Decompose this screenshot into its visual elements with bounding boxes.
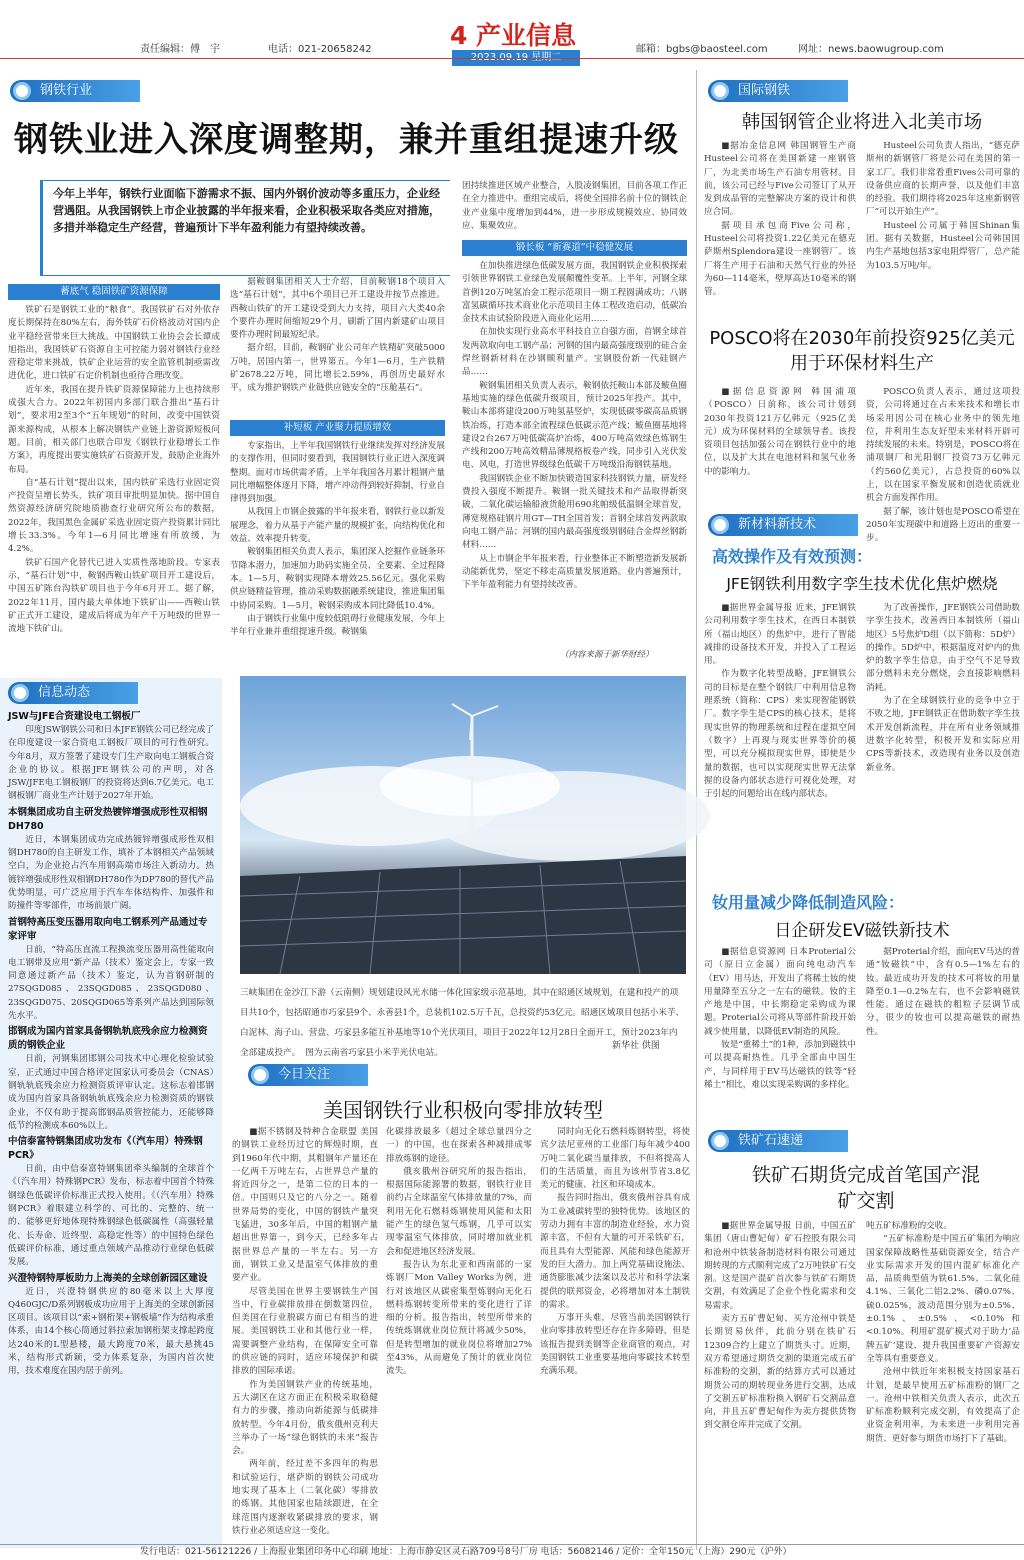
col1-para: 自“基石计划”提出以来，国内铁矿采选行业固定资产投资呈增长势头，铁矿项目审批明显加快。据中国自然资源经济研究院地质勘查行业研究所公布的数据，2022年，我国黑色金属矿采选业固定资产投资累计同比增长33.3%。今年1—6月同比增速有所放缓，为4.2%。 <box>8 477 220 555</box>
focus-colB <box>386 1126 532 1540</box>
col3-para: 鞍钢集团相关负责人表示，鞍钢依托鞍山本部及鲅鱼圈基地实施的绿色低碳升级项目，预计2025年投产。其中，鞍山本部将建设200万吨氢基竖炉，实现低碳零碳高品质钢铁冶炼，打造本部全流程绿色低碳示范产线；鲅鱼圈基地将建设2台267万吨低碳高炉冶炼，400万吨高效绿色炼钢生产线和200万吨高效精品薄规格板卷产线，同步引入光伏发电、风电，打造世界级绿色低碳千万吨级沿海钢铁基地。 <box>462 380 687 471</box>
ore-para: ■据世界金属导报 日前，中国五矿集团（唐山曹妃甸）矿石控股有限公司和沧州中铁装备制造材料有限公司通过期转现的方式顺利完成了2万吨铁矿石交割。这是国产混矿首次参与铁矿石期货交割，有效满足了企业个性化需求和交易需求。 <box>704 1221 856 1311</box>
col1-para: 近年来，我国在提升铁矿资源保障能力上也持续形成强大合力。2022年初国内多部门联合推出“基石计划”，要求用2至3个“五年规划”的时间，改变中国铁资源来源构成，从根本上解决钢铁产业链上游资源短板问题。目前，相关部门也联合印发《钢铁行业稳增长工作方案》，再度提出要实施铁矿石资源开发，鼓励企业海外布局。 <box>8 384 220 475</box>
focus-para: 报告认为东北亚和西南部的一家炼钢厂Mon Valley Works为例，进行对该地区从碳密集型炼钢向无化石燃料炼钢转变所带来的变化进行了详细的分析。报告指出，转型所带来的传统炼钢就业岗位预计将减少50%，但是转型增加的就业岗位将增加27%至43%，从而避免了预计的就业岗位流失。 <box>386 1259 532 1377</box>
col2-para: 从我国上市钢企披露的半年报来看，钢铁行业以新发展理念，着力从基于产能产量的规模扩张，向结构优化和效益、效率提升转变。 <box>230 507 445 545</box>
news-title: JSW与JFE合资建设电工钢板厂 <box>8 711 141 722</box>
col2b <box>230 440 445 668</box>
footer-rule <box>0 1544 1024 1545</box>
phone-label: 电话：021-20658242 <box>268 44 372 55</box>
photo-illustration <box>240 676 686 974</box>
news-body: 日前，河钢集团邯钢公司技术中心理化检验试验室，正式通过中国合格评定国家认可委员会（CNAS）钢轨轨底残余应力检测资质评审认定。这标志着邯钢成为国内首家具备钢轨轨底残余应力检测资质的钢铁企业，不仅有助于提高邯钢品质管控能力，还能够降低节约检测成本60%以上。 <box>8 1054 214 1131</box>
col2-para: 据鞍钢集团相关人士介绍，目前鞍钢18个项目入选“基石计划”，其中6个项目已开工建设并按节点推进。西鞍山铁矿的开工建设受到大力支持，项目六大类40余个要件办理时间缩短29个月，刷新了国内新建矿山项目要件办理时间最短纪录。 <box>230 277 445 341</box>
intl-para: 据了解，该计划也是POSCO希望在2050年实现碳中和道路上迈出的重要一步。 <box>866 506 1020 544</box>
col2-para: 鞍钢集团相关负责人表示，集团深入挖掘作业链条环节降本潜力，加速加力助码实施全员、全要素、全过程降本。1—5月，鞍钢实现降本增效25.56亿元。强化采购供应链精益管理，推动采购数据融系统建设，推进集团集中协同采购。1—5月，鞍钢采购成本同比降低10.4%。 <box>230 547 445 611</box>
subhead-2: 补短板 产业聚力提质增效 <box>230 420 445 436</box>
section-tag-steel: 钢铁行业 <box>10 80 140 102</box>
lead-text: 今年上半年，钢铁行业面临下游需求不振、国内外钢价波动等多重压力，企业经营遇阻。从我国钢铁上市企业披露的半年报来看，企业积极采取各类应对措施，多措并举稳定生产经营，普遍预计下半年盈利能力有望持续改善。 <box>53 187 440 234</box>
col3-para: 从上市钢企半年报来看，行业整体正不断塑造新发展新动能新优势，坚定不移走高质量发展道路。业内普遍预计，下半年盈利能力有望持续改善。 <box>462 553 687 591</box>
section-tag-focus: 今日关注 <box>248 1064 368 1086</box>
intl-para: Husteel公司负责人指出，“德克萨斯州的新钢管厂将是公司在美国的第一家工厂。我们非常看重Fives公司可靠的设备供应商的长期声誉，以及他们丰富的经验。我们期待将2025年这座新钢管厂“可以开始生产”。 <box>866 141 1020 218</box>
col2-para: 专家指出，上半年我国钢铁行业继续发挥对经济发展的支撑作用，但同时要看到，我国钢铁行业正进入深度调整期。面对市场供需矛盾，上半年我国各月累计粗钢产量同比增幅整体逐月下降，增产冲动得到较好抑制，行业自律得到加强。 <box>230 441 445 505</box>
col3-para: 团持续推进区域产业整合，入股凌钢集团，目前各项工作正在全力推进中。重组完成后，将使全国排名前十位的钢铁企业产业集中度增加到44%，进一步形成规模效应、协同效应、集聚效应。 <box>462 181 687 231</box>
tech-para: 为了改善操作，JFE钢铁公司借助数字孪生技术，改善西日本制铁所（福山地区）5号焦炉D组（以下简称：5D炉）的操作。5D炉中，根据温度对炉内的焦炉的数字孪生信息，由于空气不足导致部分燃料未充分燃烧，会直接影响燃料消耗。 <box>866 603 1020 693</box>
focus-para: 作为美国钢铁产业的传统基地，五大湖区在这方面正在积极采取稳健有力的步骤，推动向新能源与低碳排放转型。今年4月份，俄亥俄州克利夫兰举办了一场“绿色钢铁的未来”报告会。 <box>232 1379 378 1457</box>
focus-colC <box>540 1126 690 1540</box>
intl-para: ■据冶金信息网 韩国钢管生产商Husteel公司将在美国新建一座钢管厂，为北美市场生产石油专用管材。目前，该公司已经与Five公司签订了从开发到成品管的完整解决方案的设计和供应合同。 <box>704 141 856 218</box>
tech-b1-colA <box>704 602 856 882</box>
ore-title: 铁矿石期货完成首笔国产混矿交割 <box>751 1164 980 1212</box>
col2-para: 据介绍，目前，鞍钢矿业公司年产铁精矿突破5000万吨，居国内第一，世界第五。今年1—6月，生产铁精矿2678.22万吨，同比增长2.59%，再创历史最好水平，成为推护钢铁产业链供应链安全的“压舱基石”。 <box>230 343 445 394</box>
news-body: 日前，“特高压直流工程换流变压器用高性能取向电工钢带及应用”新产品（技术）鉴定会上，专家一致同意通过新产品（技术）鉴定，认为首钢研制的27SQGD085、23SQGD085、23SQGD080、23SQGD075、20SQGD065等系列产品达到国际领先水平。 <box>8 944 214 1022</box>
subhead-1: 蓄底气 稳固铁矿资源保障 <box>8 284 220 300</box>
col2-para: 由于钢铁行业集中度较低阻碍行业健康发展，今年上半年行业兼并重组提速升级。鞍钢集 <box>230 613 445 638</box>
news-title: 首钢特高压变压器用取向电工钢系列产品通过专家评审 <box>8 916 208 942</box>
focus-para: 报告同时指出，俄亥俄州谷具有成为工业减碳转型的独特优势。该地区的劳动力拥有丰富的制造业经验，水力资源丰富，不但有大量的可开采铁矿石，而且具有大型能源、风能和绿色能源开发的巨大潜力。加上两党基础设施法、通货膨胀减少法案以及芯片和科学法案提供的联邦资金，必将增加对本土制铁的需求。 <box>540 1193 690 1310</box>
tech-para: ■据世界金属导报 近来，JFE钢铁公司利用数字孪生技术，在西日本制铁所（福山地区）的焦炉中，进行了智能减排的设备技术开发，并投入了工程运用。 <box>704 603 856 667</box>
caption-text: 三峡集团在金沙江下游（云南侧）规划建设风光水储一体化国家级示范基地，其中在昭通区域规划，在建和投产的项目共10个，包括昭通市巧家县9个、永善县1个，总装机102.5万千瓦，总投资约53亿元。昭通区域项目包括小米芋、白泥林、海子山、营盘、巧家县多能互补基地等10个光伏项目，项目于2022年12月28日全面开工，预计2023年内全部建成投产。 <box>240 988 685 1058</box>
tech-b2-colA <box>704 946 856 1114</box>
focus-title: 美国钢铁行业积极向零排放转型 <box>323 1098 603 1122</box>
col3-para: 在加快实现行业高水平科技自立自强方面，首钢全球首发两款取向电工钢产品；河钢的国内最高强度级别的硅合金焊丝钢新材料在沙钢顺利量产。宝钢股份新一代硅钢产品…… <box>462 327 687 378</box>
news-body: 印度JSW钢铁公司和日本JFE钢铁公司已经完成了在印度建设一家合资电工钢板厂项目的可行性研究。今年8月，双方签署了建设专门生产取向电工钢板合资企业的协议。根据JFE钢铁公司的声明，对各JSW/JFE电工钢板钢厂的投资将达到6.7亿美元。电工钢板钢厂商业生产计划于2027年开始。 <box>8 725 214 802</box>
col1 <box>8 304 220 656</box>
focus-para: 同时向无化石燃料炼钢转型，将使宾夕法尼亚州的工业部门每年减少400万吨二氧化碳当量排放，不但将提高人们的生活质量，而且为该州节省3.8亿美元的健康、社区和环境成本。 <box>540 1127 690 1191</box>
tech-kicker-1: 高效操作及有效预测： <box>712 547 873 566</box>
news-body: 日前，由中信泰富特钢集团牵头编制的全球首个《（汽车用）特殊钢PCR》发布，标志着中国首个特殊钢绿色低碳评价标准正式投入使用。《（汽车用）特殊钢PCR》着眼建立科学的、可比的、完整的、统一的、能够更好地体现特殊钢绿色低碳属性（高强轻量化、长寿命、近终型、高稳定性等）的中国特色绿色低碳评价标准，通过重点领域产品推动行业绿色低碳发展。 <box>8 1164 214 1268</box>
col3-source: （内容来源于新华财经） <box>560 650 654 660</box>
focus-colA <box>232 1126 378 1540</box>
subhead-3: 锻长板 “新赛道”中稳健发展 <box>462 240 687 256</box>
footer-text: 发行电话：021-56121226 / 上海报业集团印务中心印刷 地址：上海市静安区灵石路709号8号厂房 电话：56082146 / 定价：全年150元（上海）290元（沪外） <box>140 1547 792 1557</box>
tech-para: 钕是“重稀土”的1种，添加到磁铁中可以提高耐热性。几乎全部由中国生产，与同样用于EV马达磁铁的铁等“轻稀土”相比，难以实现采购调的多样化。 <box>704 1040 856 1090</box>
intl-title-1: 韩国钢管企业将进入北美市场 <box>741 112 983 133</box>
intl-a1-colA <box>704 140 856 310</box>
website-label[interactable]: 网址：news.baowugroup.com <box>798 44 944 55</box>
focus-para: 万事开头难，尽管当前美国钢铁行业向零排放转型还存在许多障碍，但是该报告提到美钢等企业商管的观点，对美国钢铁工业重要基地向零碳技术转型充满乐观。 <box>540 1313 690 1377</box>
intl-a2-colB <box>866 386 1020 544</box>
tech-title-1: JFE钢铁利用数字孪生技术优化焦炉燃烧 <box>726 575 998 593</box>
ore-para: 吨五矿标准粉的交收。 <box>866 1221 952 1231</box>
news-title: 中信泰富特钢集团成功发布《（汽车用）特殊钢PCR》 <box>8 1136 203 1162</box>
section-tag-tech: 新材料新技术 <box>708 514 858 536</box>
intl-para: Husteel公司属于韩国Shinan集团。据有关数据，Husteel公司韩国国内生产基地包括3家电阻焊管厂，总产能为103.5万吨/年。 <box>866 220 1020 271</box>
solar-photo <box>240 676 686 974</box>
col3-para: 在加快推进绿色低碳发展方面，我国钢铁企业积极探索引领世界钢铁工业绿色发展颠覆性变革。上半年，河钢全球首例120万吨氢冶金工程示范项目一期工程圆满成功；八钢富氢碳循环技术商业化示范项目主体工程改造启动，低碳冶金技术由试验阶段进入商业化运用…… <box>462 261 687 325</box>
tech-b2-colB <box>866 946 1020 1114</box>
ore-colB <box>866 1220 1020 1540</box>
intl-para: ■据信息资源网 韩国浦项（POSCO）日前称，该公司计划到2030年投资121万亿韩元（925亿美元）成为环保材料的全球领导者。该投资项目包括加强公司在钢铁行业中的地位，以及扩大其在电池材料和氢气业务中的影响力。 <box>704 387 856 477</box>
intl-title-2: POSCO将在2030年前投资925亿美元用于环保材料生产 <box>709 328 1015 374</box>
intl-para: POSCO负责人表示，通过这项投资，公司将通过在占未来技术和增长市场采用因公司在核心业务中的领先地位，并利用生态友好型未来材料开辟可持续发展的未来。特别是，POSCO将在浦项钢厂和光阳钢厂投资73万亿韩元（约560亿美元），占总投资的60%以上，以在国家平衡发展和创造优质就业机会方面发挥作用。 <box>866 387 1020 504</box>
focus-para: 化碳排放最多（超过全球总量四分之一）的中国，也在探索各种减排成零排放炼钢的途径。 <box>386 1127 532 1164</box>
tech-para: 为了在全球钢铁行业的竞争中立于不败之地，JFE钢铁正在借助数字孪生技术开发创新流程，并在所有业务领域推进数字化转型，积极开发和实际应用CPS等新技术，改造现有业务以及创造新业务。 <box>866 696 1020 773</box>
section-tag-ore: 铁矿石速递 <box>708 1130 848 1152</box>
section-tag-info: 信息动态 <box>8 682 138 704</box>
col2 <box>230 276 445 421</box>
col3-para: 我国钢铁企业不断加快锻造国家科技钢铁力量，研发经费投入强度不断提升。鞍钢一批关键技术和产品取得新突破，二氧化碳运输船液货舱用690兆帕级低温钢全球首发，薄宽规格硅钢片用GT—TH全国首发；首钢全球首发两款取向电工钢产品；河钢的国内最高强度级别钢硅合金焊丝钢新材料…… <box>462 473 687 551</box>
news-title: 本钢集团成功自主研发热镀锌增强成形性双相钢DH780 <box>8 806 208 832</box>
header-rule <box>0 58 1024 59</box>
ore-para: 沧州中铁近年来积极支持国家基石计划，是最早使用五矿标准粉的钢厂之一。沧州中铁相关负责人表示，此次五矿标准粉顺利完成交割，有效提高了企业资金利用率，为未来进一步利用完善期货、更好参与期货市场打下了基础。 <box>866 1367 1020 1444</box>
intl-para: 据项目承包商Five公司称，Husteel公司将投资1.22亿美元在德克萨斯州Splendora建设一座钢管厂。该厂将生产用于石油和天然气行业的外径为60—114毫米，壁厚高达10毫米的钢管。 <box>704 220 856 298</box>
news-body: 近日，本钢集团成功完成热镀锌增强成形性双相钢DH780的自主研发工作，填补了本钢相关产品领域空白，为企业抢占汽车用钢高端市场注入新动力。热镀锌增强成形性双相钢DH780作为DP780的替代产品优势明显，可广泛应用于汽车车体结构件、加强件和防撞件等零部件，市场前景广阔。 <box>8 834 214 912</box>
intl-a1-colB <box>866 140 1020 310</box>
main-headline: 钢铁业进入深度调整期，兼并重组提速升级 <box>14 120 679 160</box>
tech-para: ■据信息资源网 日本Proterial公司（原日立金属）面向纯电动汽车（EV）用马达，开发出了将稀土钕的使用量降至五分之一左右的磁铁。钕的主产地是中国，中长期稳定采购成为课题。Proterial公司将从等部件阶段开始减少使用量，以降低EV制造的风险。 <box>704 947 856 1037</box>
tech-b1-colB <box>866 602 1020 882</box>
info-list <box>8 710 214 1542</box>
ore-para: “五矿标准粉是中国五矿集团为响应国家保障战略性基础资源安全，结合产业实际需求开发的国内混矿标准化产品，品质典型值为铁61.5%、二氧化硅4.1%、三氧化二铝2.2%、磷0.07%、硫0.025%，波动范围分别为±0.5%、±0.1%、±0.5%、<0.10%和<0.10%。利用矿混矿模式对于助力‘品牌五矿’建设、提升我国重要矿产资源安全等具有重要意义。 <box>866 1234 1020 1364</box>
tech-kicker-2: 钕用量减少降低制造风险： <box>712 893 905 912</box>
col3 <box>462 180 687 238</box>
news-body: 近日，兴澄特钢供应的80毫米以上大厚度Q460GJC/D系列钢板成功应用于上海美的全球创新园区项目。该项目以“索+钢桁架+钢板墙”作为结构承重体系，由14个核心筒通过斜拉索加钢桁架支撑起跨度达240米的L型悬楼，最大跨度70米，最大悬挑45米，结构形式新颖，受力体系复杂，为国内首次使用，技术难度在国内居于前列。 <box>8 1286 214 1377</box>
ore-para: 卖方五矿曹妃甸、买方沧州中铁是长期贸易伙伴，此前分别在铁矿石12309合约上建立了期货头寸。近期，双方希望通过期货交割的渠道完成五矿标准粉的交割，新的结算方式可以通过期货公司的期转现业务进行交割，达成了交割五矿标准粉换入钢矿石交割品意向，并且五矿曹妃甸作为卖方提供货物到交割仓库并完成了交割。 <box>704 1314 856 1431</box>
page-title: 4 产业信息 <box>449 21 577 50</box>
focus-para: 尽管美国在世界主要钢铁生产国当中，行业碳排放排在倒数第四位，但美国在行业脱碳方面已有相当的进展。美国钢铁工业和其他行业一样，需要调整产业结构，在保障安全可靠的供应链的同时，适应环境保护和碳排放的国际承诺。 <box>232 1286 378 1377</box>
focus-para: 俄亥俄州谷研究所的报告指出，根据国际能源署的数据，钢铁行业目前约占全球温室气体排放量的7%，而利用无化石燃料炼钢使用风能和太阳能产生的绿色氢气炼钢，几乎可以实现零温室气体排放，同时增加就业机会和促进地区经济发展。 <box>386 1166 532 1257</box>
intl-a2-colA <box>704 386 856 502</box>
news-title: 邯钢成为国内首家具备钢轨轨底残余应力检测资质的钢铁企业 <box>8 1026 208 1052</box>
section-tag-intl: 国际钢铁 <box>708 80 848 102</box>
lead-box <box>40 180 450 276</box>
tech-para: 据Proterial介绍，面向EV马达的普通“钕磁铁”中，含有0.5—1%左右的钕。最近成功开发的技术可将钕的用量降至0.1—0.2%左右，也不会影响磁铁性能。通过在磁铁的粗粒子层调节成分，很少的钕也可以提高磁铁的耐热性。 <box>866 947 1020 1037</box>
focus-para: ■据不锈钢及特种合金联盟 美国的钢铁工业经历过它的辉煌时期，直到1960年代中期，其粗钢年产量还在一亿两千万吨左右，占世界总产量的将近四分之一，是第二位的日本的一倍。中国则只及它的八分之一。随着世界局势的变化，中国的钢铁产量突飞猛进，30多年后，中国的粗钢产量超出世界第一，到今天，已经多年占据世界总产量的一半左右。另一方面，钢铁工业又是温室气体排放的重要产业。 <box>232 1127 378 1284</box>
focus-para: 两年前，经过差不多四年的构思和试验运行，堪萨斯的钢铁公司成功地实现了基本上（二氧化碳）零排放的炼钢。其他国家也陆续跟进，在全球范围内逐渐收紧碳排放的要求，钢铁行业必须适应这一变化。 <box>232 1459 378 1536</box>
editor-label: 责任编辑：傅 宇 <box>140 44 220 55</box>
tech-para: 作为数字化转型战略，JFE钢铁公司的目标是在整个钢铁厂中利用信息物理系统（简称：CPS）来实现智能钢铁厂。数字孪生是CPS的核心技术，是将现实世界的物理系统和过程在虚拟空间（数字）上再现与现实世界等价的模型，可以充分模拟现实世界，即使是少量的数据，也可以实现现实世界无法掌握的设备内部状态进行可视化处理，对于引起的问题给出在线内部状态。 <box>704 669 856 800</box>
col1-para: 铁矿石国产化替代已进入实质性落地阶段。专家表示，“基石计划”中，鞍钢西鞍山铁矿项目开工建设后，中国五矿陈台沟铁矿项目也于今年6月开工。据了解，2022年11月，国内最大单体地下铁矿山——西鞍山铁矿正式开工建设，建成后将成为年产千万吨级的世界一流地下铁矿山。 <box>8 557 220 635</box>
news-title: 兴澄特钢特厚板助力上海美的全球创新园区建设 <box>8 1272 208 1284</box>
tech-title-2: 日企研发EV磁铁新技术 <box>774 921 950 941</box>
col3b <box>462 260 687 656</box>
ore-colA <box>704 1220 856 1540</box>
photo-credit: 新华社 供图 <box>612 1041 660 1051</box>
caption-tail: 图为云南省巧家县小米芋光伏电站。 <box>305 1048 443 1058</box>
col1-para: 铁矿石是钢铁工业的“粮食”。我国铁矿石对外依存度长期保持在80%左右，海外铁矿石价格波动对国内企业平稳经营带来巨大挑战。中国钢铁工业协会会长谭成旭指出，我国铁矿石资源自主可控能力弱对钢铁行业经营稳定带来挑战，铁矿企业运营的安全监管机制亟需改进优化，进口铁矿石定价机制也亟待合理改变。 <box>8 305 220 382</box>
page-header <box>0 0 1024 68</box>
email-label[interactable]: 邮箱：bgbs@baosteel.com <box>636 44 768 55</box>
